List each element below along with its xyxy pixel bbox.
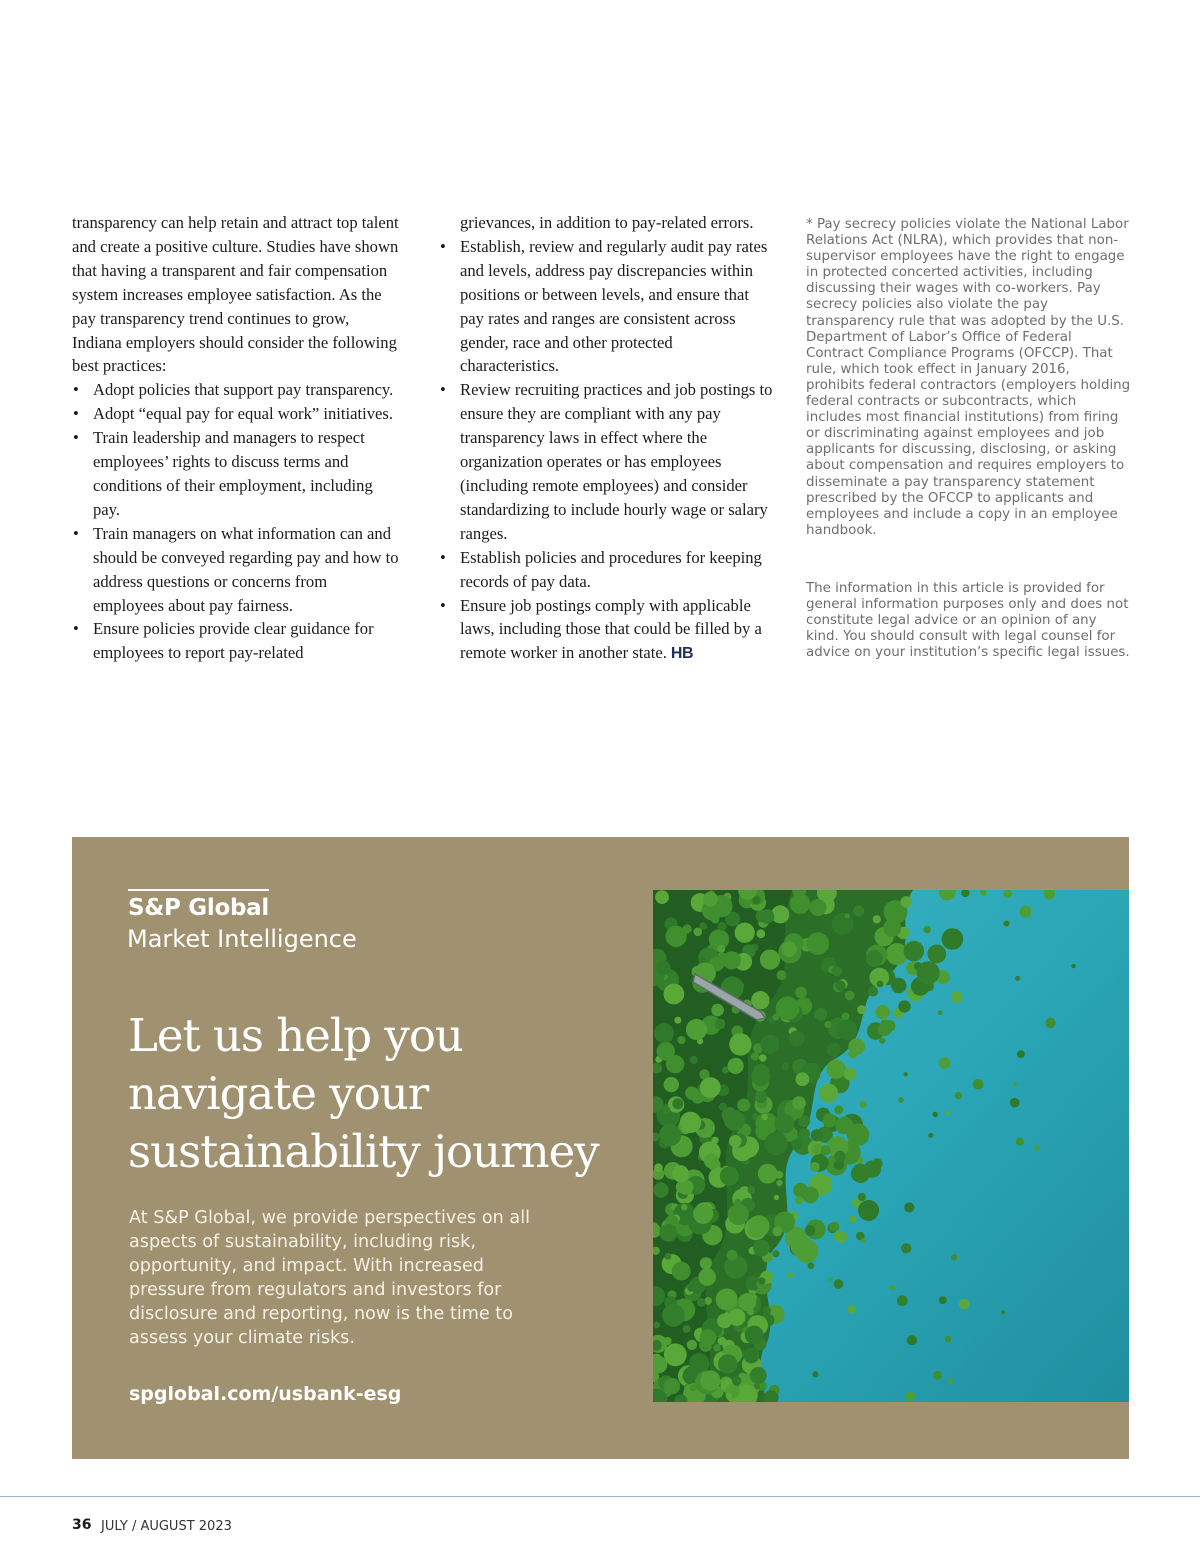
mangrove-aerial-photo — [653, 890, 1129, 1402]
list-item: • Adopt “equal pay for equal work” initiatives. — [72, 402, 402, 426]
brand-logo: S&P Global — [128, 895, 269, 921]
footnote: * Pay secrecy policies violate the National Labor Relations Act (NLRA), which provides that non-supervisor employees have the right to engage in protected concerted activities, including discussing their wages with co-workers. Pay secrecy policies also violate the pay transparency rule that was adopted by the U.S. Department of Labor’s Office of Federal Contract Compliance Programs (OFCCP). That rule, which took effect in January 2016, prohibits federal contractors (employers holding federal contracts or subcontracts, which includes most financial institutions) from firing or discriminating against employees and job applicants for discussing, disclosing, or asking about compensation and requires employers to disseminate a pay transparency statement prescribed by the OFCCP to applicants and employees and include a copy in an employee handbook. — [806, 217, 1131, 538]
list-item — [439, 594, 774, 667]
best-practices-list — [72, 378, 402, 665]
issue-date: JULY / AUGUST 2023 — [101, 1519, 232, 1534]
end-mark: HB — [670, 645, 693, 663]
continuation-text: grievances, in addition to pay-related errors. — [460, 213, 754, 232]
best-practices-list-continued — [439, 235, 774, 666]
article-column-2 — [439, 211, 774, 666]
list-item: • Train managers on what information can and should be conveyed regarding pay and how to address questions or concerns from employees about pay fairness. — [72, 522, 402, 618]
ad-body: At S&P Global, we provide perspectives on all aspects of sustainability, including risk, opportunity, and impact. With increased pressure from regulators and investors for disclosure and reporting, now is the time to assess your climate risks. — [129, 1208, 530, 1348]
list-item: • Review recruiting practices and job postings to ensure they are compliant with any pay transparency laws in effect where the organization operates or has employees (including remote employees) and consider standardizing to include hourly wage or salary ranges. — [439, 378, 774, 545]
intro-paragraph: transparency can help retain and attract top talent and create a positive culture. Studies have shown that having a transparent and fair compensation system increases employee satisfaction. As the pay transparency trend continues to grow, Indiana employers should consider the following best practices: — [72, 213, 399, 376]
ad-headline: Let us help you navigate your sustainability journey — [128, 1009, 599, 1178]
ad-link[interactable]: spglobal.com/usbank-esg — [129, 1383, 402, 1405]
advertisement — [72, 837, 1129, 1459]
list-item: • Establish, review and regularly audit pay rates and levels, address pay discrepancies within positions or between levels, and ensure that pay rates and ranges are consistent across gender, race and other protected characteristics. — [439, 235, 774, 378]
footer-divider — [0, 1496, 1200, 1497]
list-item: • Adopt policies that support pay transparency. — [72, 378, 402, 402]
list-item: • Ensure policies provide clear guidance for employees to report pay-related — [72, 617, 402, 665]
list-item: • Establish policies and procedures for keeping records of pay data. — [439, 546, 774, 594]
brand-subtitle: Market Intelligence — [127, 925, 357, 953]
article-column-1 — [72, 211, 402, 665]
brand-rule — [128, 889, 269, 891]
page-number: 36 — [72, 1517, 92, 1533]
disclaimer: The information in this article is provided for general information purposes only and does not constitute legal advice or an opinion of any kind. You should consult with legal counsel for advice on your institution’s specific legal issues. — [806, 581, 1130, 661]
list-item-text: Ensure job postings comply with applicable laws, including those that could be filled by a remote worker in another state. — [460, 595, 762, 663]
list-item: • Train leadership and managers to respect employees’ rights to discuss terms and conditions of their employment, including pay. — [72, 426, 402, 522]
